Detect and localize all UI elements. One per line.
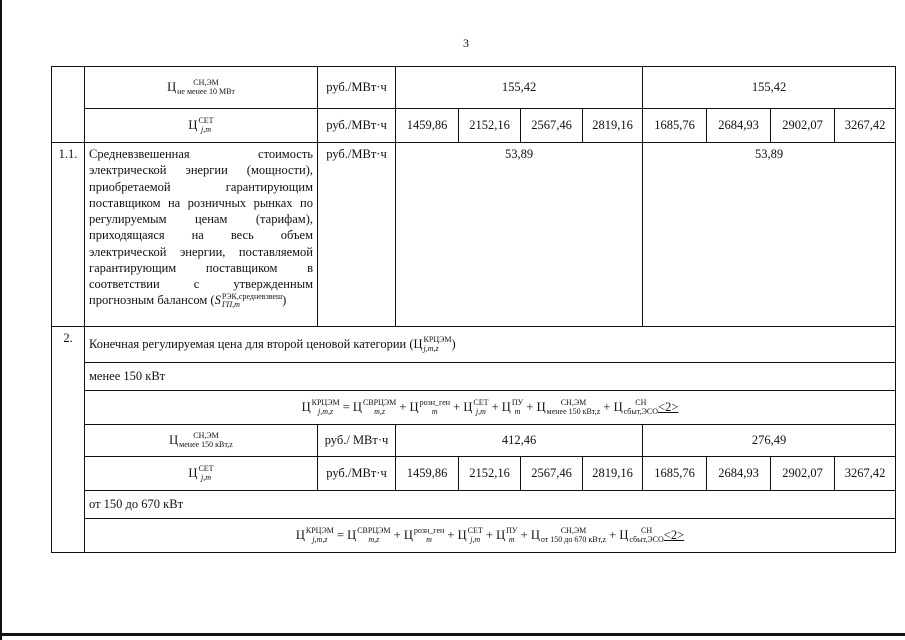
item-title [85,327,896,363]
symbol-letter: Ц [188,117,198,132]
symbol-sub: j,m,z [423,343,439,353]
value-cell: 2684,93 [707,457,771,491]
symbol-sub: m [508,534,515,544]
number-cell-empty [52,67,85,143]
row-under-150 [52,363,896,391]
value-cell: 276,49 [643,425,896,457]
frame-bottom-line [0,633,905,636]
symbol-letter: Ц [613,399,623,414]
symbol-letter: S [214,293,221,308]
description-text: прогнозным балансом ( [89,293,215,308]
equals-sign: = [336,527,345,542]
value-cell: 2684,93 [707,109,771,143]
description-line: электрической энергии (мощности), [89,163,313,178]
title-text: ) [451,336,456,351]
item-number: 2. [52,327,85,553]
description-line: Средневзвешенная стоимость [89,147,313,161]
symbol-sub: сбыт,ЭСО [623,406,659,416]
symbol-letter: Ц [496,527,506,542]
symbol-sup: КРЦЭМ [305,526,334,536]
symbol-sub: m,z [374,406,386,416]
symbol-letter: Ц [167,79,177,94]
plus-sign: + [520,527,528,542]
symbol-sup: КРЦЭМ [311,398,340,408]
plus-sign: + [526,399,534,414]
symbol-sup: СН,ЭМ [193,78,219,88]
row-formula-1 [52,391,896,425]
symbol-sub: не менее 10 МВт [177,86,235,96]
item-description [85,143,318,327]
description-line: поставщиком на розничных рынках по [89,195,313,210]
symbol-sub: от 150 до 670 кВт,z [540,534,607,544]
row-set-1 [52,109,896,143]
description-line: регулируемым ценам (тарифам), [89,212,313,226]
row-set-2 [52,457,896,491]
symbol-sup: СН,ЭМ [193,431,219,441]
symbol-sub: j,m,z [318,406,334,416]
symbol-sup: СВРЦЭМ [362,398,397,408]
unit-cell: руб./МВт·ч [318,143,396,327]
symbol-sup: СВРЦЭМ [357,526,391,536]
title-text: Конечная регулируемая цена для второй ценовой категории ( [89,336,414,351]
description-line: приобретаемой гарантирующим [89,179,313,194]
row-cap-not-less-10 [52,67,896,109]
value-cell: 3267,42 [835,457,896,491]
value-cell: 2152,16 [459,109,521,143]
value-cell: 2152,16 [459,457,521,491]
row-item-2 [52,327,896,363]
row-item-1-1 [52,143,896,327]
symbol-cell [85,67,318,109]
row-cap-under-150 [52,425,896,457]
unit-cell: руб./ МВт·ч [318,425,396,457]
row-formula-2 [52,519,896,553]
symbol-letter: Ц [188,465,198,480]
symbol-sub: сбыт,ЭСО [629,534,664,544]
symbol-sup: СЕТ [473,398,489,408]
symbol-letter: Ц [301,399,311,414]
symbol-sub: m,z [368,534,380,544]
symbol-letter: Ц [347,527,357,542]
plus-sign: + [453,399,461,414]
value-cell: 2819,16 [583,457,643,491]
symbol-sup: ПУ [511,398,524,408]
description-line: электрической энергии, поставляемой [89,244,313,259]
value-cell: 155,42 [643,67,896,109]
symbol-sup: СН,ЭМ [560,526,587,536]
symbol-sub: j,m [201,124,211,134]
symbol-letter: Ц [536,399,546,414]
description-line: соответствии с утвержденным [89,277,313,291]
value-cell: 1685,76 [643,109,707,143]
symbol-letter: Ц [530,527,540,542]
symbol-sup: СН [635,398,647,408]
symbol-sub: j,m [475,406,486,416]
value-cell: 2567,46 [521,457,583,491]
symbol-letter: Ц [403,527,413,542]
symbol-sup: розн_ген [413,526,445,536]
symbol-sup: СЕТ [467,526,483,536]
unit-cell: руб./МВт·ч [318,67,396,109]
equals-sign: = [342,399,350,414]
plus-sign: + [447,527,455,542]
symbol-sup: РЭК,средневзвеш [221,291,283,301]
value-cell: 2567,46 [521,109,583,143]
value-cell: 1685,76 [643,457,707,491]
symbol-sup: СН,ЭМ [560,398,587,408]
footnote-ref-link[interactable]: <2> [658,399,679,414]
plus-sign: + [399,399,407,414]
value-cell: 2902,07 [771,109,835,143]
symbol-cell [85,109,318,143]
plus-sign: + [603,399,611,414]
plus-sign: + [609,527,617,542]
symbol-letter: Ц [463,399,473,414]
unit-cell: руб./МВт·ч [318,457,396,491]
row-from-150-to-670 [52,491,896,519]
symbol-sup: розн_ген [419,398,451,408]
symbol-sub: m [514,406,521,416]
symbol-cell [85,457,318,491]
symbol-letter: Ц [409,399,419,414]
formula [85,519,896,553]
category-label: от 150 до 670 кВт [85,491,896,519]
formula [85,391,896,425]
symbol-letter: Ц [352,399,362,414]
symbol-sub: j,m,z [312,534,328,544]
symbol-sub: m [426,534,432,544]
value-cell: 1459,86 [396,457,459,491]
symbol-sub: ГП,m [221,300,240,310]
plus-sign: + [485,527,493,542]
symbol-cell [85,425,318,457]
symbol-letter: Ц [295,527,305,542]
unit-cell: руб./МВт·ч [318,109,396,143]
category-label: менее 150 кВт [85,363,896,391]
symbol-sup: СН [641,526,653,536]
symbol-sub: m [431,406,438,416]
symbol-sub: j,m [201,472,211,482]
symbol-sup: СЕТ [198,116,214,126]
page-number: 3 [463,36,469,50]
symbol-sup: ПУ [506,526,518,536]
value-cell: 1459,86 [396,109,459,143]
tariff-table [51,66,896,553]
value-cell: 3267,42 [835,109,896,143]
symbol-sup: КРЦЭМ [423,335,452,345]
symbol-sup: СЕТ [198,464,214,474]
description-text: ) [282,293,287,308]
description-line: гарантирующим поставщиком в [89,260,313,275]
symbol-letter: Ц [501,399,511,414]
frame-left-line [0,0,2,640]
symbol-letter: Ц [457,527,467,542]
description-line: приходящаяся на весь объем [89,228,313,243]
symbol-letter: Ц [619,527,629,542]
value-cell: 412,46 [396,425,643,457]
symbol-sub: j,m [470,534,481,544]
symbol-sub: менее 150 кВт,z [546,406,601,416]
value-cell: 53,89 [396,143,643,327]
symbol-sub: менее 150 кВт,z [179,439,233,449]
value-cell: 2819,16 [583,109,643,143]
item-number: 1.1. [52,143,85,327]
value-cell: 2902,07 [771,457,835,491]
plus-sign: + [393,527,401,542]
value-cell: 53,89 [643,143,896,327]
plus-sign: + [491,399,499,414]
symbol-letter: Ц [169,432,179,447]
description-last-line [89,292,313,310]
value-cell: 155,42 [396,67,643,109]
footnote-ref-link[interactable]: <2> [663,527,685,542]
symbol-letter: Ц [413,336,423,351]
